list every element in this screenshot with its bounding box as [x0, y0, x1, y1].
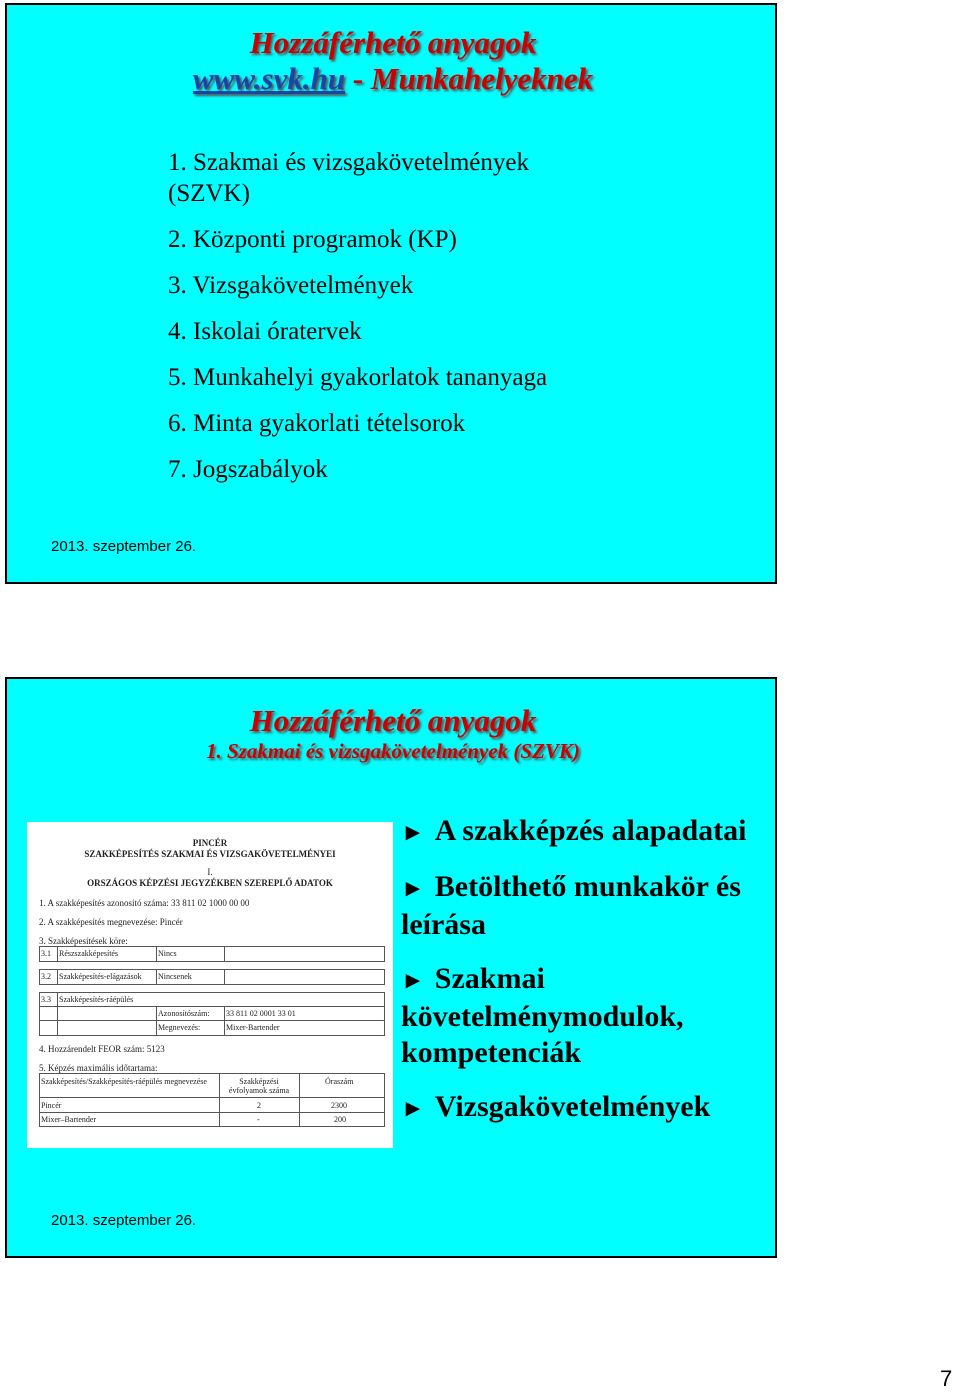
thumb-r4: 4. Hozzárendelt FEOR szám: 5123: [39, 1044, 165, 1054]
thumb-r5a: 5. Képzés maximális időtartama:: [39, 1063, 158, 1073]
thumb-r2: 2. A szakképesítés megnevezése: Pincér: [39, 917, 183, 927]
list-item-line2: (SZVK): [168, 180, 250, 207]
thumb-r1: 1. A szakképesítés azonosító száma: 33 811 02 1000 00 00: [39, 898, 250, 908]
list-item: [168, 270, 547, 301]
slide-2-title: Hozzáférhető anyagok: [249, 703, 537, 738]
page-number: 7: [940, 1366, 953, 1391]
subtitle-rest: - Munkahelyeknek: [345, 61, 594, 96]
slide-1-title: Hozzáférhető anyagok: [249, 25, 537, 60]
thumb-c32b: Szakképesítés-elágazások: [59, 972, 142, 981]
thumb-c31c: Nincs: [158, 949, 177, 958]
thumb-vline: [224, 969, 225, 985]
thumb-c33d: 33 811 02 0001 33 01: [226, 1009, 296, 1018]
thumb-vline: [299, 1073, 300, 1127]
thumb-c33f: Mixer-Bartender: [226, 1023, 280, 1032]
thumb-c31b: Részszakképesítés: [59, 949, 119, 958]
thumb-hline: [39, 1112, 385, 1113]
document-thumbnail: [27, 822, 393, 1148]
bullet-text: Vizsgakövetelmények: [434, 1090, 711, 1123]
thumb-tr2a: Mixer–Bartender: [41, 1115, 97, 1124]
thumb-th1: Szakképesítés/Szakképesítés-ráépülés megnevezése: [41, 1077, 207, 1086]
slide-2: [5, 677, 777, 1258]
thumb-vline: [224, 1006, 225, 1036]
thumb-h2: SZAKKÉPESÍTÉS SZAKMAI ÉS VIZSGAKÖVETELMÉNYEI: [84, 849, 336, 859]
bullet-item: [401, 869, 777, 943]
slide-1-date: 2013. szeptember 26.: [51, 538, 197, 555]
list-item: [168, 362, 547, 393]
list-item-line1: 5. Munkahelyi gyakorlatok tananyaga: [168, 364, 548, 391]
list-item-line1: 3. Vizsgakövetelmények: [168, 272, 414, 299]
thumb-vline: [224, 946, 225, 962]
thumb-vline: [156, 946, 157, 962]
bullet-text: A szakképzés alapadatai: [434, 814, 747, 847]
thumb-th2: Szakképzési évfolyamok száma: [228, 1077, 290, 1095]
thumb-c32c: Nincsenek: [158, 972, 192, 981]
triangle-right-icon: ►: [401, 968, 425, 994]
list-item: [168, 316, 547, 347]
bullet-list: [401, 813, 777, 1145]
thumb-c31a: 3.1: [41, 949, 51, 958]
thumb-tr2b: -: [257, 1115, 260, 1124]
list-item: [168, 147, 547, 209]
thumb-h1: PINCÉR: [192, 838, 228, 848]
thumb-hline: [39, 1097, 385, 1098]
list-item-line1: 6. Minta gyakorlati tételsorok: [168, 410, 466, 437]
list-item-line1: 2. Központi programok (KP): [168, 226, 457, 253]
bullet-item: [401, 1089, 777, 1127]
list-item-line1: 4. Iskolai óratervek: [168, 318, 362, 345]
thumb-h3: I.: [207, 867, 213, 877]
list-item: [168, 454, 547, 485]
thumb-c32a: 3.2: [41, 972, 51, 981]
slide-1: [5, 3, 777, 584]
thumb-vline: [57, 969, 58, 985]
slide-2-subtitle: 1. Szakmai és vizsgakövetelmények (SZVK): [206, 739, 580, 763]
thumb-h4: ORSZÁGOS KÉPZÉSI JEGYZÉKBEN SZEREPLŐ ADATOK: [87, 878, 333, 888]
slide-2-date: 2013. szeptember 26.: [51, 1212, 197, 1229]
document-list: [168, 147, 547, 500]
thumb-r3: 3. Szakképesítések köre:: [39, 936, 128, 946]
thumb-tr1a: Pincér: [41, 1101, 62, 1110]
bullet-text: Szakmai követelménymodulok, kompetenciák: [401, 962, 684, 1069]
thumb-vline: [57, 946, 58, 962]
thumb-th3: Óraszám: [325, 1077, 354, 1086]
thumb-tr1b: 2: [257, 1101, 261, 1110]
thumb-tr2c: 200: [334, 1115, 346, 1124]
triangle-right-icon: ►: [401, 1096, 425, 1122]
thumb-c33e: Megnevezés:: [158, 1023, 201, 1032]
thumb-vline: [219, 1073, 220, 1127]
thumb-vline: [156, 969, 157, 985]
bullet-text: Betölthető munkakör és leírása: [401, 870, 741, 941]
thumb-tr1c: 2300: [331, 1101, 347, 1110]
list-item: [168, 224, 547, 255]
slide-1-subtitle: [7, 61, 779, 97]
list-item: [168, 408, 547, 439]
thumb-vline: [57, 992, 58, 1036]
svk-link[interactable]: www.svk.hu: [192, 61, 346, 96]
thumb-c33a: 3.3: [41, 995, 51, 1004]
list-item-line1: 7. Jogszabályok: [168, 456, 328, 483]
thumb-hline: [39, 1020, 385, 1021]
thumb-vline: [156, 1006, 157, 1036]
thumb-c33b: Szakképesítés-ráépülés: [59, 995, 134, 1004]
thumb-c33c: Azonosítószám:: [158, 1009, 210, 1018]
thumb-hline: [39, 1006, 385, 1007]
bullet-item: [401, 961, 777, 1071]
list-item-line1: 1. Szakmai és vizsgakövetelmények: [168, 149, 529, 176]
triangle-right-icon: ►: [401, 820, 425, 846]
triangle-right-icon: ►: [401, 876, 425, 902]
bullet-item: [401, 813, 777, 851]
